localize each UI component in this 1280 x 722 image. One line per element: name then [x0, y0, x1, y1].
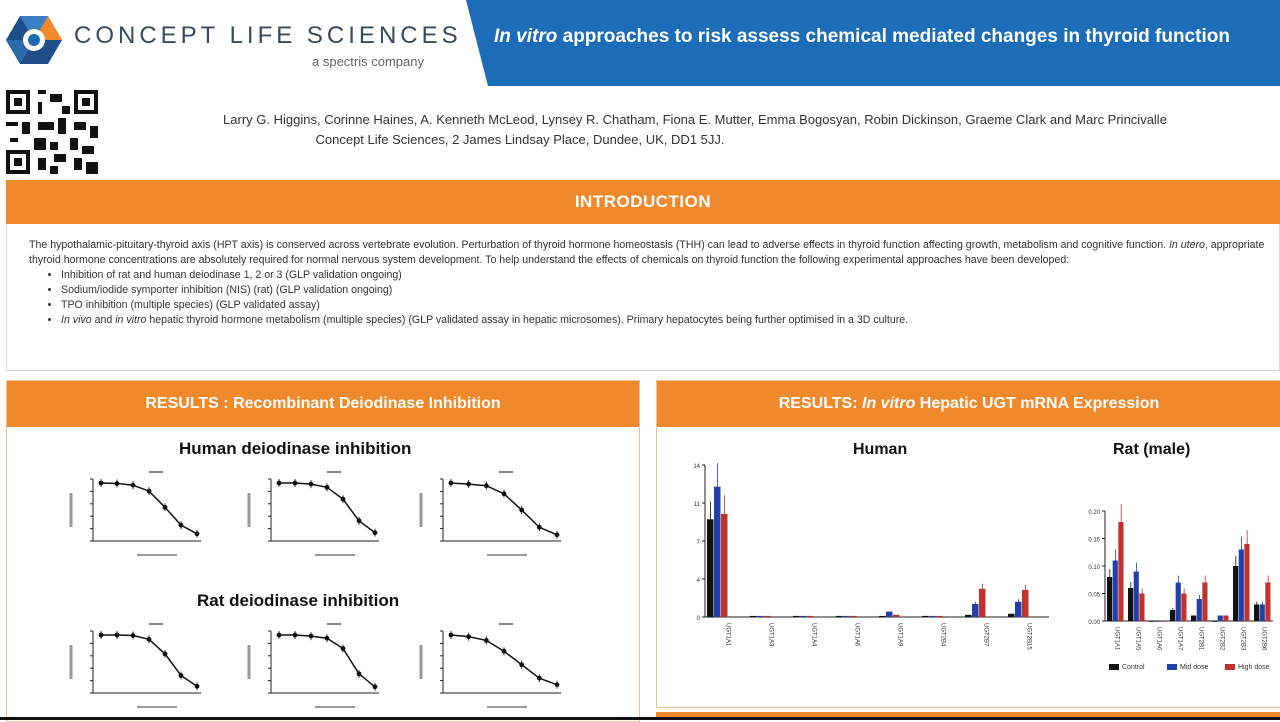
human-inhibition-curve-1 — [57, 469, 207, 561]
fit-curve — [279, 635, 375, 687]
curve-label-bar — [499, 471, 513, 473]
category-label: UGT1A3 — [767, 623, 774, 647]
bar — [1218, 616, 1223, 622]
bar — [750, 616, 757, 617]
bar — [1149, 621, 1154, 622]
bar — [836, 616, 843, 617]
bar — [1212, 621, 1217, 622]
bar — [1139, 594, 1144, 622]
bar — [1008, 614, 1015, 617]
curve-label-bar — [499, 623, 513, 625]
legend-swatch — [1167, 664, 1177, 670]
category-label: UGT2B3 — [1239, 627, 1246, 651]
bar — [1260, 605, 1265, 622]
bar — [850, 616, 857, 617]
category-label: UGT1A6 — [1155, 627, 1162, 651]
bar — [893, 615, 900, 617]
category-label: UGT1A7 — [1176, 627, 1183, 651]
bar — [714, 487, 721, 617]
category-label: UGT1A4 — [810, 623, 817, 647]
introduction-text — [29, 238, 1280, 328]
rat-inhibition-curve-2 — [235, 621, 385, 713]
curve-label-bar — [149, 471, 163, 473]
author-list: Larry G. Higgins, Corinne Haines, A. Kenneth McLeod, Lynsey R. Chatham, Fiona E. Mutter, Emma Bogosyan, Robin Dickinson, Graeme Clark and Marc Princivalle — [223, 112, 1167, 127]
human-deiodinase-title: Human deiodinase inhibition — [179, 439, 412, 458]
hexagon-logo-icon — [6, 14, 62, 66]
ugt-heading-suffix: Hepatic UGT mRNA Expression — [915, 395, 1160, 412]
bullet-rest: hepatic thyroid hormone metabolism (multiple species) (GLP validated assay in hepatic microsomes). Primary hepatocytes being further optimised in a 3D culture. — [146, 314, 909, 326]
poster-header — [0, 0, 1280, 86]
category-label: UGT1A6 — [853, 623, 860, 647]
bar — [843, 616, 850, 617]
bar — [757, 616, 764, 617]
introduction-paragraph — [29, 238, 1280, 268]
bar — [1022, 590, 1029, 617]
logo-block — [0, 0, 470, 86]
category-label: UGT1A1 — [724, 623, 731, 647]
list-item — [61, 313, 1280, 328]
bar — [1015, 602, 1022, 617]
bar — [886, 612, 893, 617]
bar — [1202, 583, 1207, 622]
ugt-results-heading — [657, 381, 1280, 427]
list-item: • Inhibition of rat and human deiodinase 1, 2 or 3 (GLP validation ongoing) — [61, 268, 1280, 283]
bar — [764, 616, 771, 617]
bar — [1239, 550, 1244, 622]
company-tagline: a spectris company — [312, 54, 424, 69]
category-label: UGT2B4 — [939, 623, 946, 647]
ugt-rat-bar-chart — [1081, 499, 1277, 679]
bar — [1155, 621, 1160, 622]
bar — [1181, 594, 1186, 622]
affiliation: Concept Life Sciences, 2 James Lindsay Place, Dundee, UK, DD1 5JJ. — [315, 132, 725, 147]
bar — [707, 519, 714, 617]
y-tick-label: 4 — [696, 578, 700, 584]
y-tick-label: 0.10 — [1088, 565, 1100, 571]
bar — [1254, 605, 1259, 622]
category-label: UGT1A9 — [896, 623, 903, 647]
list-item: • TPO inhibition (multiple species) (GLP validated assay) — [61, 298, 1280, 313]
intro-sentence-2: , appropriate thyroid hormone concentrations are absolutely required for normal nervous system development. To help understand the effects of chemicals on thyroid function the following experimental approaches have been developed: — [29, 239, 1265, 266]
legend-label: High dose — [1238, 664, 1270, 671]
bar — [1118, 522, 1123, 621]
ugt-human-bar-chart — [683, 459, 1053, 679]
introduction-section — [6, 224, 1280, 371]
bar — [936, 616, 943, 617]
deiodinase-results-heading: RESULTS : Recombinant Deiodinase Inhibition — [7, 381, 639, 427]
legend-label: Control — [1122, 664, 1145, 671]
intro-sentence-1: The hypothalamic-pituitary-thyroid axis (HPT axis) is conserved across vertebrate evolution. Perturbation of thyroid hormone homeostasis (THH) can lead to adverse effects in thyroid function affecting growth, metabolism and cognitive function. — [29, 239, 1169, 251]
introduction-heading: INTRODUCTION — [6, 180, 1280, 224]
bar — [965, 615, 972, 617]
poster-title-italic: In vitro — [494, 26, 558, 47]
bar — [979, 589, 986, 617]
bar — [1107, 577, 1112, 621]
bar — [1191, 616, 1196, 622]
bullet-italic: In vivo — [61, 314, 92, 326]
bar — [1170, 610, 1175, 621]
bar — [721, 514, 728, 617]
bar — [793, 616, 800, 617]
ugt-results-panel — [656, 380, 1280, 708]
bullet-italic-2: in vitro — [115, 314, 147, 326]
deiodinase-results-panel — [6, 380, 640, 722]
y-tick-label: 7 — [696, 540, 700, 546]
y-tick-label: 0.20 — [1088, 510, 1100, 516]
category-label: UGT1A1 — [1113, 627, 1120, 651]
bar — [929, 616, 936, 617]
rat-inhibition-curve-1 — [57, 621, 207, 713]
curve-label-bar — [149, 623, 163, 625]
intro-italic: In utero — [1168, 239, 1205, 251]
list-item: • Sodium/iodide symporter inhibition (NIS) (rat) (GLP validation ongoing) — [61, 283, 1280, 298]
human-inhibition-curve-3 — [407, 469, 567, 561]
rat-inhibition-curve-3 — [407, 621, 567, 713]
poster-title-rest: approaches to risk assess chemical mediated changes in thyroid function — [557, 26, 1230, 47]
y-tick-label: 0.05 — [1088, 592, 1100, 599]
ugt-heading-italic: In vitro — [862, 395, 916, 412]
y-tick-label: 0.15 — [1088, 537, 1100, 544]
bar — [1160, 621, 1165, 622]
bar — [1176, 583, 1181, 622]
curve-label-bar — [327, 471, 341, 473]
bar — [1134, 572, 1139, 622]
bullet-mid: and — [91, 314, 116, 326]
y-tick-label: 14 — [693, 464, 700, 470]
category-label: UGT1A5 — [1134, 627, 1141, 651]
qr-code-icon — [6, 90, 98, 174]
y-tick-label: 11 — [693, 502, 700, 508]
y-tick-label: 0 — [696, 616, 700, 622]
bar — [807, 616, 814, 617]
ugt-human-title: Human — [853, 441, 908, 458]
company-name: CONCEPT LIFE SCIENCES — [74, 22, 462, 49]
rat-deiodinase-title: Rat deiodinase inhibition — [197, 591, 400, 610]
introduction-bullets — [29, 268, 1280, 328]
bar — [1113, 561, 1118, 622]
bar — [1265, 583, 1270, 622]
category-label: UGT2B6 — [1260, 627, 1267, 651]
poster-title — [494, 26, 1230, 48]
category-label: UGT2B1 — [1197, 627, 1204, 651]
bar — [1128, 588, 1133, 621]
bar — [1244, 544, 1249, 621]
category-label: UGT2B2 — [1218, 627, 1225, 651]
bar — [922, 616, 929, 617]
bar — [972, 604, 979, 617]
legend-label: Mid dose — [1180, 664, 1209, 671]
ugt-rat-title: Rat (male) — [1113, 441, 1191, 458]
bar — [879, 616, 886, 617]
bar — [1197, 599, 1202, 621]
human-inhibition-curve-2 — [235, 469, 385, 561]
ugt-heading-prefix: RESULTS: — [778, 395, 862, 412]
bar — [800, 616, 807, 617]
category-label: UGT2B7 — [982, 623, 989, 647]
bar — [1223, 616, 1228, 622]
category-label: UGT2B15 — [1025, 623, 1032, 650]
curve-label-bar — [327, 623, 341, 625]
legend-swatch — [1109, 664, 1119, 670]
legend-swatch — [1225, 664, 1235, 670]
bar — [1233, 566, 1238, 621]
y-tick-label: 0.00 — [1088, 620, 1100, 626]
